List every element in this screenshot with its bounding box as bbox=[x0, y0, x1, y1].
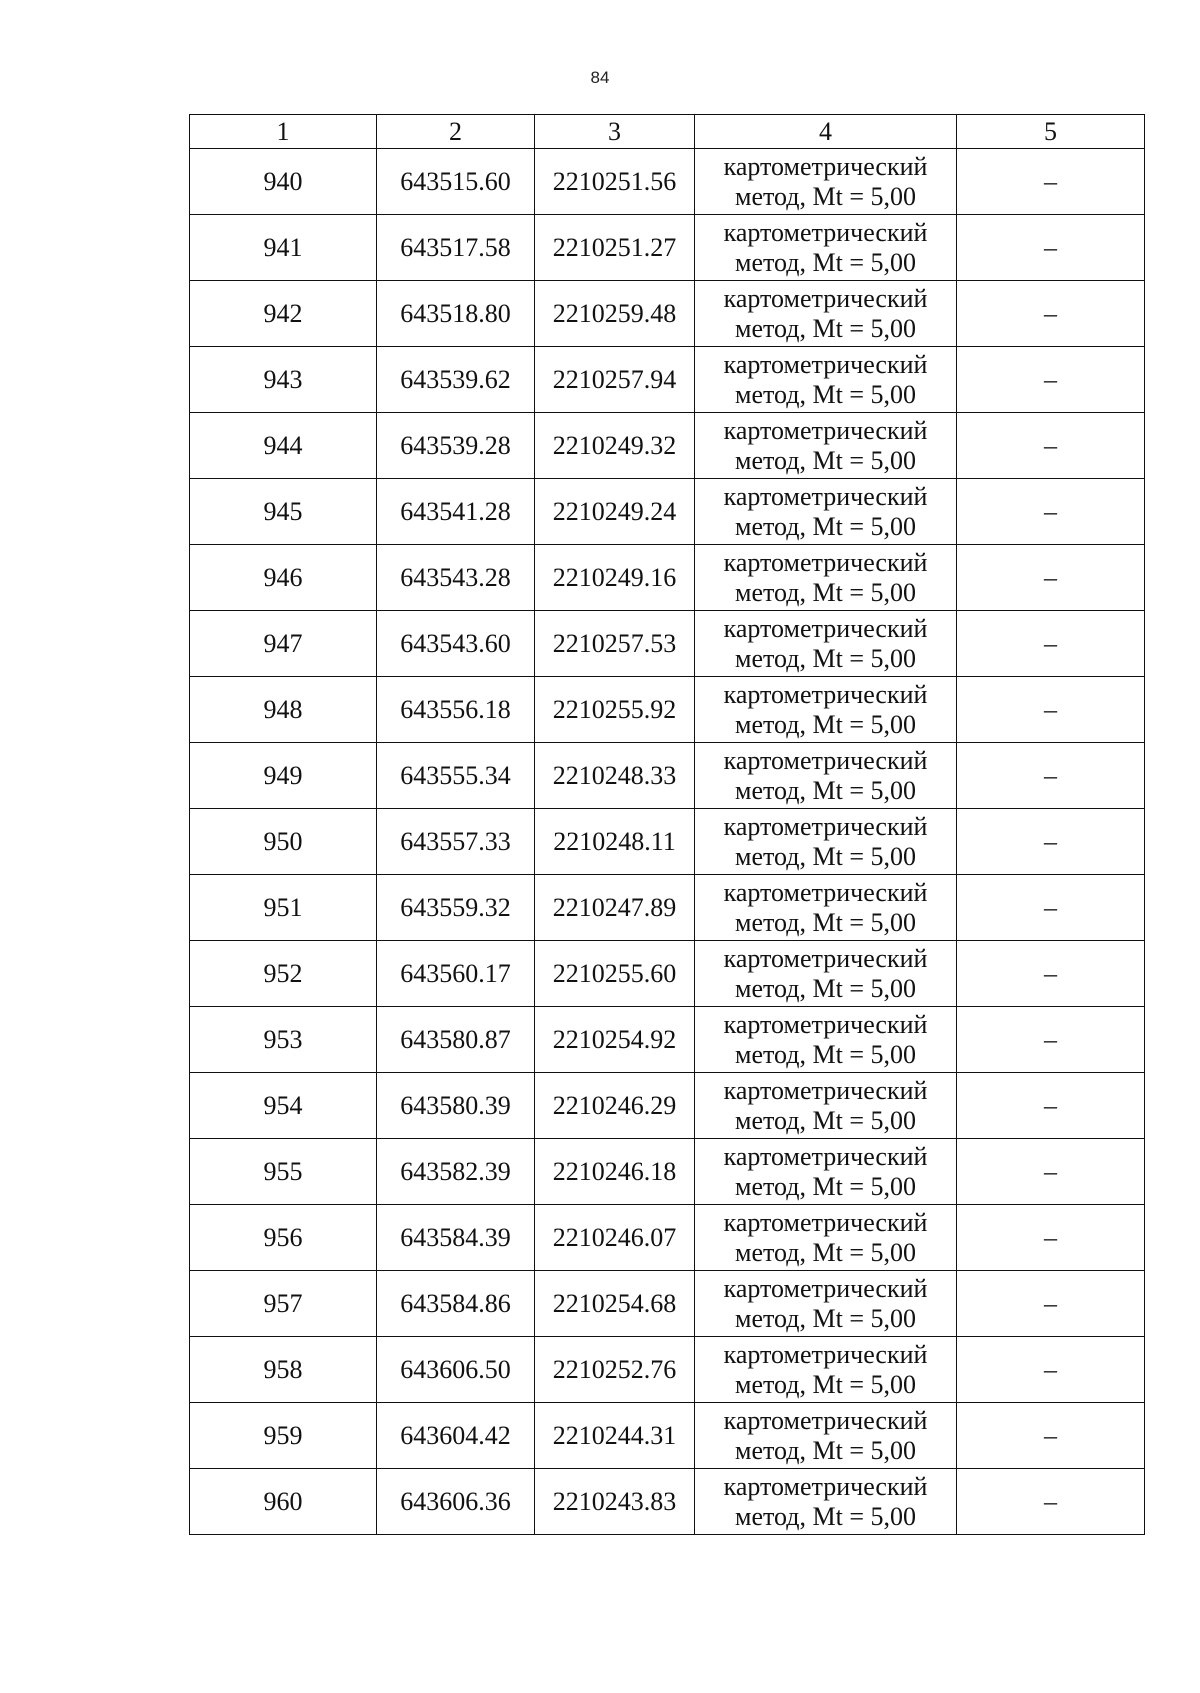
method-line: метод, Mt = 5,00 bbox=[735, 1501, 916, 1531]
point-number-cell: 947 bbox=[190, 611, 377, 677]
header-col-3: 3 bbox=[535, 115, 695, 149]
note-cell: – bbox=[957, 1403, 1145, 1469]
note-cell: – bbox=[957, 215, 1145, 281]
note-cell: – bbox=[957, 941, 1145, 1007]
x-coordinate-cell: 643580.39 bbox=[377, 1073, 535, 1139]
x-coordinate-cell: 643606.36 bbox=[377, 1469, 535, 1535]
method-cell bbox=[695, 1271, 957, 1337]
x-coordinate-cell: 643555.34 bbox=[377, 743, 535, 809]
table-row bbox=[190, 941, 1145, 1007]
header-col-1: 1 bbox=[190, 115, 377, 149]
point-number-cell: 956 bbox=[190, 1205, 377, 1271]
table-row bbox=[190, 1337, 1145, 1403]
note-cell: – bbox=[957, 281, 1145, 347]
coordinates-table bbox=[189, 114, 1145, 1535]
table-row bbox=[190, 1007, 1145, 1073]
point-number-cell: 953 bbox=[190, 1007, 377, 1073]
method-cell bbox=[695, 875, 957, 941]
header-col-2: 2 bbox=[377, 115, 535, 149]
method-line: метод, Mt = 5,00 bbox=[735, 841, 916, 871]
method-line: метод, Mt = 5,00 bbox=[735, 1369, 916, 1399]
method-cell bbox=[695, 545, 957, 611]
method-line: картометрический bbox=[723, 1009, 928, 1039]
x-coordinate-cell: 643582.39 bbox=[377, 1139, 535, 1205]
method-line: картометрический bbox=[723, 1141, 928, 1171]
note-cell: – bbox=[957, 1139, 1145, 1205]
method-line: картометрический bbox=[723, 1471, 928, 1501]
method-cell bbox=[695, 1403, 957, 1469]
method-line: метод, Mt = 5,00 bbox=[735, 181, 916, 211]
point-number-cell: 942 bbox=[190, 281, 377, 347]
method-cell bbox=[695, 677, 957, 743]
page-number: 84 bbox=[590, 68, 610, 87]
table-row bbox=[190, 215, 1145, 281]
x-coordinate-cell: 643560.17 bbox=[377, 941, 535, 1007]
note-cell: – bbox=[957, 149, 1145, 215]
x-coordinate-cell: 643539.62 bbox=[377, 347, 535, 413]
y-coordinate-cell: 2210249.16 bbox=[535, 545, 695, 611]
point-number-cell: 950 bbox=[190, 809, 377, 875]
method-line: картометрический bbox=[723, 151, 928, 181]
note-cell: – bbox=[957, 1205, 1145, 1271]
header-col-5: 5 bbox=[957, 115, 1145, 149]
note-cell: – bbox=[957, 1271, 1145, 1337]
y-coordinate-cell: 2210246.29 bbox=[535, 1073, 695, 1139]
x-coordinate-cell: 643539.28 bbox=[377, 413, 535, 479]
point-number-cell: 943 bbox=[190, 347, 377, 413]
y-coordinate-cell: 2210254.68 bbox=[535, 1271, 695, 1337]
note-cell: – bbox=[957, 413, 1145, 479]
point-number-cell: 958 bbox=[190, 1337, 377, 1403]
method-line: метод, Mt = 5,00 bbox=[735, 577, 916, 607]
method-line: картометрический bbox=[723, 1405, 928, 1435]
y-coordinate-cell: 2210251.56 bbox=[535, 149, 695, 215]
x-coordinate-cell: 643557.33 bbox=[377, 809, 535, 875]
point-number-cell: 941 bbox=[190, 215, 377, 281]
method-line: метод, Mt = 5,00 bbox=[735, 1171, 916, 1201]
header-col-4: 4 bbox=[695, 115, 957, 149]
note-cell: – bbox=[957, 479, 1145, 545]
y-coordinate-cell: 2210252.76 bbox=[535, 1337, 695, 1403]
point-number-cell: 940 bbox=[190, 149, 377, 215]
point-number-cell: 955 bbox=[190, 1139, 377, 1205]
y-coordinate-cell: 2210248.33 bbox=[535, 743, 695, 809]
table-row bbox=[190, 413, 1145, 479]
table-row bbox=[190, 1469, 1145, 1535]
y-coordinate-cell: 2210246.07 bbox=[535, 1205, 695, 1271]
y-coordinate-cell: 2210247.89 bbox=[535, 875, 695, 941]
method-line: картометрический bbox=[723, 943, 928, 973]
note-cell: – bbox=[957, 1007, 1145, 1073]
method-line: метод, Mt = 5,00 bbox=[735, 907, 916, 937]
note-cell: – bbox=[957, 677, 1145, 743]
note-cell: – bbox=[957, 743, 1145, 809]
x-coordinate-cell: 643580.87 bbox=[377, 1007, 535, 1073]
point-number-cell: 954 bbox=[190, 1073, 377, 1139]
table-row bbox=[190, 347, 1145, 413]
method-line: метод, Mt = 5,00 bbox=[735, 643, 916, 673]
table-body bbox=[190, 149, 1145, 1535]
y-coordinate-cell: 2210249.32 bbox=[535, 413, 695, 479]
table-row bbox=[190, 281, 1145, 347]
method-line: картометрический bbox=[723, 613, 928, 643]
x-coordinate-cell: 643515.60 bbox=[377, 149, 535, 215]
method-line: картометрический bbox=[723, 1339, 928, 1369]
point-number-cell: 959 bbox=[190, 1403, 377, 1469]
method-cell bbox=[695, 1073, 957, 1139]
method-line: метод, Mt = 5,00 bbox=[735, 1237, 916, 1267]
method-line: картометрический bbox=[723, 481, 928, 511]
table-row bbox=[190, 611, 1145, 677]
method-cell bbox=[695, 1139, 957, 1205]
y-coordinate-cell: 2210243.83 bbox=[535, 1469, 695, 1535]
table-row bbox=[190, 479, 1145, 545]
note-cell: – bbox=[957, 1073, 1145, 1139]
note-cell: – bbox=[957, 545, 1145, 611]
point-number-cell: 952 bbox=[190, 941, 377, 1007]
table-row bbox=[190, 677, 1145, 743]
point-number-cell: 957 bbox=[190, 1271, 377, 1337]
x-coordinate-cell: 643543.60 bbox=[377, 611, 535, 677]
table-row bbox=[190, 1271, 1145, 1337]
table-row bbox=[190, 1205, 1145, 1271]
y-coordinate-cell: 2210255.92 bbox=[535, 677, 695, 743]
method-line: метод, Mt = 5,00 bbox=[735, 1303, 916, 1333]
method-line: картометрический bbox=[723, 811, 928, 841]
method-line: картометрический bbox=[723, 415, 928, 445]
y-coordinate-cell: 2210257.53 bbox=[535, 611, 695, 677]
method-cell bbox=[695, 1205, 957, 1271]
y-coordinate-cell: 2210259.48 bbox=[535, 281, 695, 347]
method-cell bbox=[695, 809, 957, 875]
y-coordinate-cell: 2210246.18 bbox=[535, 1139, 695, 1205]
x-coordinate-cell: 643556.18 bbox=[377, 677, 535, 743]
method-line: метод, Mt = 5,00 bbox=[735, 1105, 916, 1135]
method-cell bbox=[695, 215, 957, 281]
point-number-cell: 945 bbox=[190, 479, 377, 545]
method-line: картометрический bbox=[723, 547, 928, 577]
method-line: картометрический bbox=[723, 217, 928, 247]
method-line: картометрический bbox=[723, 1207, 928, 1237]
method-line: метод, Mt = 5,00 bbox=[735, 379, 916, 409]
method-line: метод, Mt = 5,00 bbox=[735, 247, 916, 277]
point-number-cell: 949 bbox=[190, 743, 377, 809]
method-cell bbox=[695, 347, 957, 413]
method-cell bbox=[695, 1007, 957, 1073]
note-cell: – bbox=[957, 1337, 1145, 1403]
x-coordinate-cell: 643559.32 bbox=[377, 875, 535, 941]
method-line: метод, Mt = 5,00 bbox=[735, 775, 916, 805]
note-cell: – bbox=[957, 347, 1145, 413]
x-coordinate-cell: 643541.28 bbox=[377, 479, 535, 545]
point-number-cell: 960 bbox=[190, 1469, 377, 1535]
x-coordinate-cell: 643584.39 bbox=[377, 1205, 535, 1271]
table-row bbox=[190, 545, 1145, 611]
method-line: метод, Mt = 5,00 bbox=[735, 1435, 916, 1465]
point-number-cell: 948 bbox=[190, 677, 377, 743]
table-row bbox=[190, 809, 1145, 875]
y-coordinate-cell: 2210257.94 bbox=[535, 347, 695, 413]
table-row bbox=[190, 1073, 1145, 1139]
y-coordinate-cell: 2210249.24 bbox=[535, 479, 695, 545]
point-number-cell: 944 bbox=[190, 413, 377, 479]
method-cell bbox=[695, 941, 957, 1007]
x-coordinate-cell: 643584.86 bbox=[377, 1271, 535, 1337]
method-line: картометрический bbox=[723, 877, 928, 907]
method-line: картометрический bbox=[723, 349, 928, 379]
method-line: картометрический bbox=[723, 679, 928, 709]
point-number-cell: 951 bbox=[190, 875, 377, 941]
note-cell: – bbox=[957, 809, 1145, 875]
method-line: метод, Mt = 5,00 bbox=[735, 313, 916, 343]
note-cell: – bbox=[957, 611, 1145, 677]
note-cell: – bbox=[957, 1469, 1145, 1535]
method-line: картометрический bbox=[723, 1273, 928, 1303]
table-row bbox=[190, 1403, 1145, 1469]
y-coordinate-cell: 2210255.60 bbox=[535, 941, 695, 1007]
x-coordinate-cell: 643518.80 bbox=[377, 281, 535, 347]
method-line: картометрический bbox=[723, 745, 928, 775]
method-cell bbox=[695, 281, 957, 347]
method-line: метод, Mt = 5,00 bbox=[735, 1039, 916, 1069]
x-coordinate-cell: 643606.50 bbox=[377, 1337, 535, 1403]
method-line: метод, Mt = 5,00 bbox=[735, 445, 916, 475]
method-cell bbox=[695, 1337, 957, 1403]
x-coordinate-cell: 643543.28 bbox=[377, 545, 535, 611]
x-coordinate-cell: 643604.42 bbox=[377, 1403, 535, 1469]
table-header-row bbox=[190, 115, 1145, 149]
method-cell bbox=[695, 611, 957, 677]
method-line: метод, Mt = 5,00 bbox=[735, 511, 916, 541]
table-row bbox=[190, 875, 1145, 941]
y-coordinate-cell: 2210244.31 bbox=[535, 1403, 695, 1469]
y-coordinate-cell: 2210254.92 bbox=[535, 1007, 695, 1073]
method-line: картометрический bbox=[723, 1075, 928, 1105]
method-line: картометрический bbox=[723, 283, 928, 313]
table-row bbox=[190, 1139, 1145, 1205]
point-number-cell: 946 bbox=[190, 545, 377, 611]
y-coordinate-cell: 2210251.27 bbox=[535, 215, 695, 281]
method-line: метод, Mt = 5,00 bbox=[735, 973, 916, 1003]
y-coordinate-cell: 2210248.11 bbox=[535, 809, 695, 875]
method-cell bbox=[695, 743, 957, 809]
method-line: метод, Mt = 5,00 bbox=[735, 709, 916, 739]
x-coordinate-cell: 643517.58 bbox=[377, 215, 535, 281]
note-cell: – bbox=[957, 875, 1145, 941]
table-row bbox=[190, 743, 1145, 809]
method-cell bbox=[695, 149, 957, 215]
table-row bbox=[190, 149, 1145, 215]
method-cell bbox=[695, 479, 957, 545]
method-cell bbox=[695, 1469, 957, 1535]
method-cell bbox=[695, 413, 957, 479]
